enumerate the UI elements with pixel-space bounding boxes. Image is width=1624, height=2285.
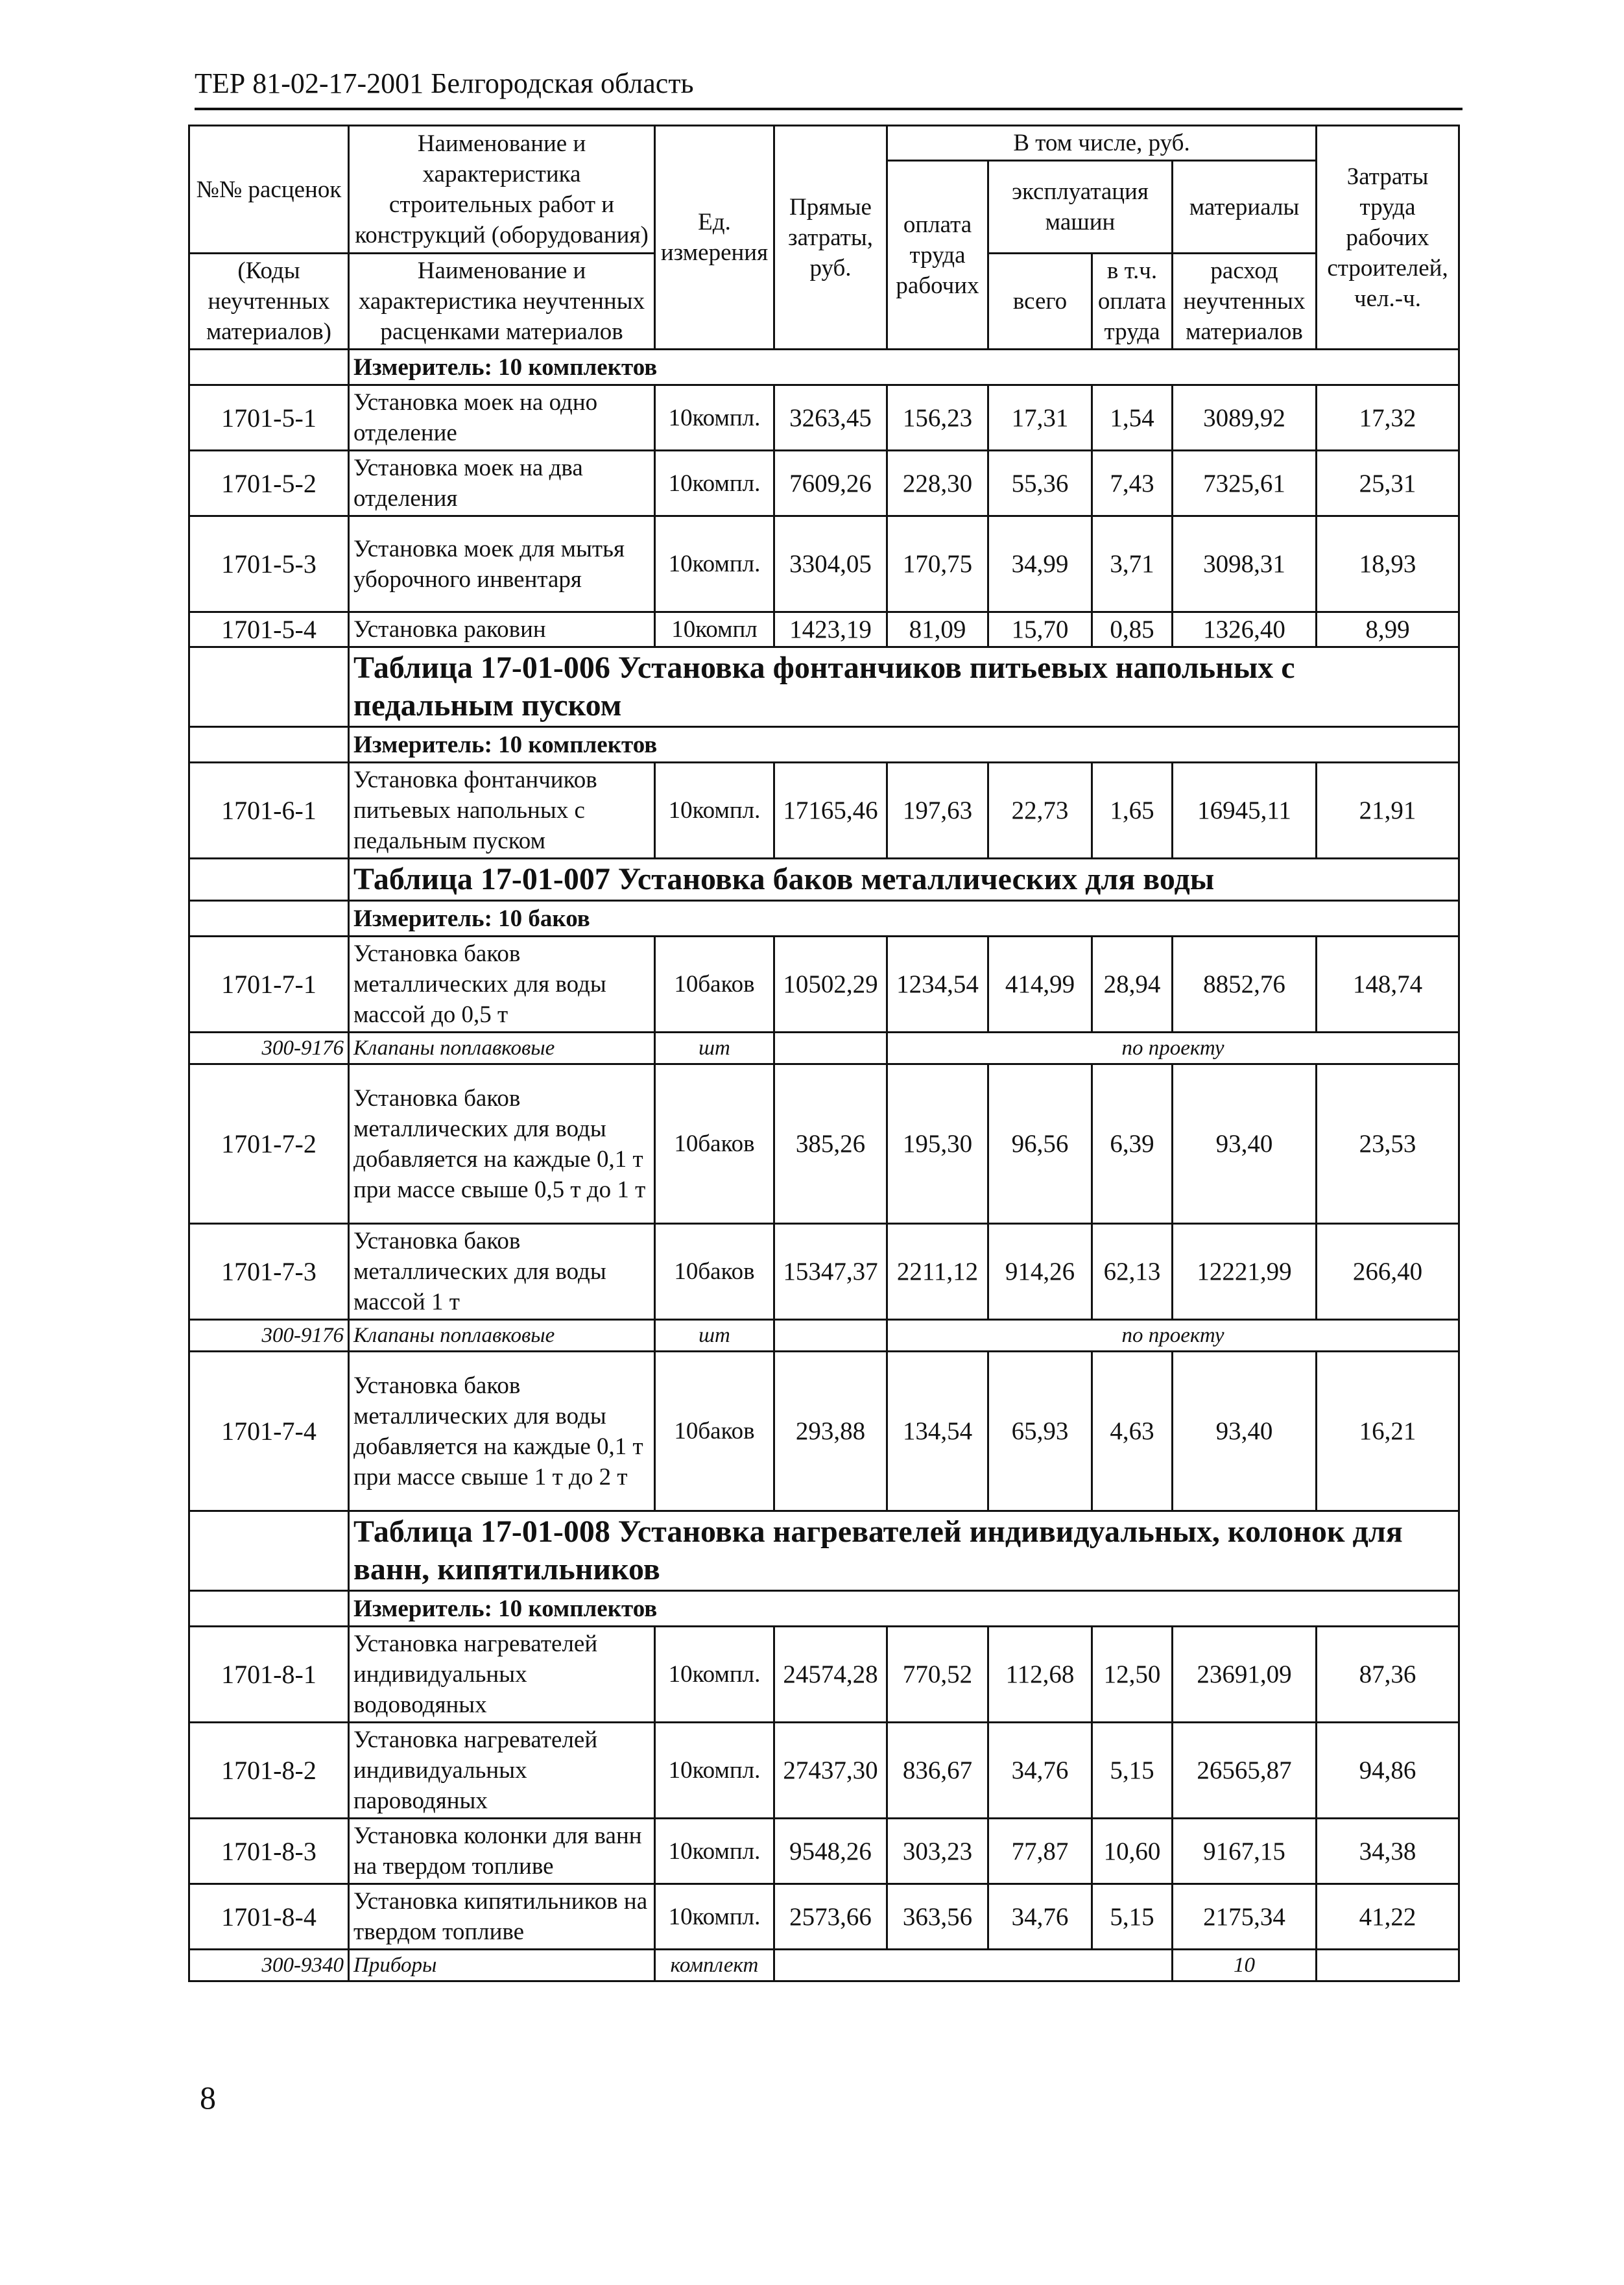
header-row-1: [189, 126, 1459, 161]
table-cell: 1701-8-2: [189, 1723, 349, 1819]
table-cell: комплект: [655, 1950, 774, 1981]
table-cell: шт: [655, 1033, 774, 1064]
table-row: [189, 1064, 1459, 1224]
table-cell: 134,54: [887, 1352, 988, 1511]
table-cell: 8852,76: [1173, 937, 1317, 1033]
table-cell: 8,99: [1317, 612, 1459, 647]
table-cell: Клапаны поплавковые: [349, 1320, 655, 1352]
table-row: [189, 937, 1459, 1033]
table-cell: 112,68: [988, 1627, 1092, 1723]
table-cell: 0,85: [1092, 612, 1173, 647]
table-cell: 16,21: [1317, 1352, 1459, 1511]
table-cell: 77,87: [988, 1819, 1092, 1884]
table-cell: Измеритель: 10 баков: [349, 901, 1459, 937]
table-cell: 1,65: [1092, 763, 1173, 859]
table-row: [189, 516, 1459, 612]
table-title-row: [189, 647, 1459, 727]
table-cell: 16945,11: [1173, 763, 1317, 859]
table-cell: 10компл.: [655, 385, 774, 451]
table-cell: 836,67: [887, 1723, 988, 1819]
table-cell: 27437,30: [774, 1723, 887, 1819]
table-cell: Измеритель: 10 комплектов: [349, 727, 1459, 763]
table-cell: 34,76: [988, 1884, 1092, 1950]
table-cell: 1234,54: [887, 937, 988, 1033]
table-cell: Установка нагревателей индивидуальных пароводяных: [349, 1723, 655, 1819]
table-cell: 10баков: [655, 1064, 774, 1224]
table-cell: 300-9176: [189, 1320, 349, 1352]
table-cell: 1701-5-2: [189, 451, 349, 516]
table-cell: 5,15: [1092, 1723, 1173, 1819]
col-head-pay: оплата труда рабочих: [887, 161, 988, 350]
table-cell: 1701-7-1: [189, 937, 349, 1033]
table-row: [189, 1723, 1459, 1819]
table-cell: 3304,05: [774, 516, 887, 612]
table-cell: 266,40: [1317, 1224, 1459, 1320]
table-cell: 93,40: [1173, 1064, 1317, 1224]
material-row: [189, 1033, 1459, 1064]
table-cell: 9167,15: [1173, 1819, 1317, 1884]
table-cell: [189, 727, 349, 763]
col-head-name: Наименование и характеристика строительных работ и конструкций (оборудования): [349, 126, 655, 254]
table-cell: 15347,37: [774, 1224, 887, 1320]
table-row: [189, 451, 1459, 516]
table-cell: 65,93: [988, 1352, 1092, 1511]
table-cell: 18,93: [1317, 516, 1459, 612]
table-cell: 34,76: [988, 1723, 1092, 1819]
table-cell: 10компл: [655, 612, 774, 647]
table-cell: 6,39: [1092, 1064, 1173, 1224]
table-cell: [189, 859, 349, 901]
table-cell: 4,63: [1092, 1352, 1173, 1511]
table-cell: 197,63: [887, 763, 988, 859]
table-title: Таблица 17-01-008 Установка нагревателей индивидуальных, колонок для ванн, кипятильников: [349, 1511, 1459, 1591]
col-head-incl-pay: в т.ч. оплата труда: [1092, 254, 1173, 350]
table-cell: 55,36: [988, 451, 1092, 516]
table-cell: 1701-8-1: [189, 1627, 349, 1723]
table-cell: 12221,99: [1173, 1224, 1317, 1320]
table-cell: 385,26: [774, 1064, 887, 1224]
table-cell: 23691,09: [1173, 1627, 1317, 1723]
table-cell: 96,56: [988, 1064, 1092, 1224]
table-cell: 12,50: [1092, 1627, 1173, 1723]
table-cell: [189, 1591, 349, 1627]
table-cell: 17,31: [988, 385, 1092, 451]
table-cell: 10баков: [655, 937, 774, 1033]
table-cell: Установка нагревателей индивидуальных водоводяных: [349, 1627, 655, 1723]
table-cell: 17165,46: [774, 763, 887, 859]
table-cell: 1701-7-3: [189, 1224, 349, 1320]
table-title-row: [189, 1511, 1459, 1591]
table-row: [189, 1627, 1459, 1723]
measure-row: [189, 727, 1459, 763]
col-head-unit: Ед. измерения: [655, 126, 774, 350]
table-cell: Измеритель: 10 комплектов: [349, 1591, 1459, 1627]
table-cell: [189, 1511, 349, 1591]
table-cell: 7,43: [1092, 451, 1173, 516]
col-head-materials: материалы: [1173, 161, 1317, 254]
material-row: [189, 1950, 1459, 1981]
col-head-direct: Прямые затраты, руб.: [774, 126, 887, 350]
table-cell: Установка баков металлических для воды добавляется на каждые 0,1 т при массе свыше 1 т до 2 т: [349, 1352, 655, 1511]
table-cell: 2573,66: [774, 1884, 887, 1950]
table-cell: 1701-5-4: [189, 612, 349, 647]
table-cell: 23,53: [1317, 1064, 1459, 1224]
table-cell: по проекту: [887, 1033, 1459, 1064]
table-cell: 1701-6-1: [189, 763, 349, 859]
table-title-row: [189, 859, 1459, 901]
table-cell: [1317, 1950, 1459, 1981]
table-row: [189, 1884, 1459, 1950]
table-cell: 10: [1173, 1950, 1317, 1981]
table-cell: 34,99: [988, 516, 1092, 612]
measure-label: Измеритель: 10 комплектов: [349, 350, 1459, 385]
table-cell: 7609,26: [774, 451, 887, 516]
table-cell: 22,73: [988, 763, 1092, 859]
table-cell: 10компл.: [655, 451, 774, 516]
table-cell: 228,30: [887, 451, 988, 516]
table-cell: 87,36: [1317, 1627, 1459, 1723]
table-cell: [774, 1950, 1173, 1981]
table-cell: 195,30: [887, 1064, 988, 1224]
col-head-incl: В том числе, руб.: [887, 126, 1317, 161]
col-head-total: всего: [988, 254, 1092, 350]
table-cell: 24574,28: [774, 1627, 887, 1723]
table-cell: [189, 350, 349, 385]
table-cell: 1701-7-4: [189, 1352, 349, 1511]
col-head-labor: Затраты труда рабочих строителей, чел.-ч.: [1317, 126, 1459, 350]
table-cell: Установка моек на одно отделение: [349, 385, 655, 451]
table-cell: 770,52: [887, 1627, 988, 1723]
table-cell: 17,32: [1317, 385, 1459, 451]
table-cell: 1701-5-3: [189, 516, 349, 612]
table-cell: Установка баков металлических для воды массой 1 т: [349, 1224, 655, 1320]
table-cell: 15,70: [988, 612, 1092, 647]
table-cell: 293,88: [774, 1352, 887, 1511]
col-head-mat-usage: расход неучтенных материалов: [1173, 254, 1317, 350]
col-head-mat-code: (Коды неучтенных материалов): [189, 254, 349, 350]
table-cell: 5,15: [1092, 1884, 1173, 1950]
table-cell: 10компл.: [655, 1627, 774, 1723]
table-cell: Клапаны поплавковые: [349, 1033, 655, 1064]
table-cell: 1701-8-3: [189, 1819, 349, 1884]
table-cell: 10компл.: [655, 763, 774, 859]
table-cell: 1701-7-2: [189, 1064, 349, 1224]
table-cell: 81,09: [887, 612, 988, 647]
table-title: Таблица 17-01-007 Установка баков металлических для воды: [349, 859, 1459, 901]
header-rule: [195, 108, 1463, 110]
table-cell: 300-9340: [189, 1950, 349, 1981]
table-row: [189, 1819, 1459, 1884]
page-title: ТЕР 81-02-17-2001 Белгородская область: [195, 67, 694, 99]
table-cell: 26565,87: [1173, 1723, 1317, 1819]
table-cell: шт: [655, 1320, 774, 1352]
table-cell: Приборы: [349, 1950, 655, 1981]
table-row: [189, 612, 1459, 647]
table-cell: Установка раковин: [349, 612, 655, 647]
table-cell: 3,71: [1092, 516, 1173, 612]
table-title: Таблица 17-01-006 Установка фонтанчиков питьевых напольных с педальным пуском: [349, 647, 1459, 727]
table-cell: 170,75: [887, 516, 988, 612]
table-cell: 41,22: [1317, 1884, 1459, 1950]
table-row: [189, 385, 1459, 451]
table-cell: 363,56: [887, 1884, 988, 1950]
table-cell: 10компл.: [655, 516, 774, 612]
table-cell: 1701-5-1: [189, 385, 349, 451]
table-cell: Установка колонки для ванн на твердом топливе: [349, 1819, 655, 1884]
table-cell: 94,86: [1317, 1723, 1459, 1819]
table-cell: 21,91: [1317, 763, 1459, 859]
table-cell: [189, 901, 349, 937]
table-cell: по проекту: [887, 1320, 1459, 1352]
col-head-code: №№ расценок: [189, 126, 349, 254]
table-cell: 28,94: [1092, 937, 1173, 1033]
table-cell: 93,40: [1173, 1352, 1317, 1511]
col-head-machines: эксплуатация машин: [988, 161, 1173, 254]
table-cell: 7325,61: [1173, 451, 1317, 516]
table-cell: Установка моек на два отделения: [349, 451, 655, 516]
table-row: [189, 1352, 1459, 1511]
table-cell: 2211,12: [887, 1224, 988, 1320]
measure-row: [189, 350, 1459, 385]
table-row: [189, 763, 1459, 859]
table-cell: 25,31: [1317, 451, 1459, 516]
table-cell: 62,13: [1092, 1224, 1173, 1320]
table-cell: 10баков: [655, 1224, 774, 1320]
table-cell: 1423,19: [774, 612, 887, 647]
measure-row: [189, 901, 1459, 937]
table-cell: 156,23: [887, 385, 988, 451]
table-cell: 10компл.: [655, 1723, 774, 1819]
table-cell: 300-9176: [189, 1033, 349, 1064]
table-cell: 2175,34: [1173, 1884, 1317, 1950]
table-cell: 414,99: [988, 937, 1092, 1033]
table-cell: [189, 647, 349, 727]
table-cell: 1,54: [1092, 385, 1173, 451]
table-cell: 10502,29: [774, 937, 887, 1033]
table-cell: 34,38: [1317, 1819, 1459, 1884]
table-cell: 1326,40: [1173, 612, 1317, 647]
material-row: [189, 1320, 1459, 1352]
price-table: [188, 125, 1460, 1982]
table-cell: 10,60: [1092, 1819, 1173, 1884]
table-cell: 10компл.: [655, 1819, 774, 1884]
table-cell: Установка моек для мытья уборочного инвентаря: [349, 516, 655, 612]
table-cell: 303,23: [887, 1819, 988, 1884]
table-cell: 3089,92: [1173, 385, 1317, 451]
table-cell: 3263,45: [774, 385, 887, 451]
table-cell: 3098,31: [1173, 516, 1317, 612]
table-cell: 148,74: [1317, 937, 1459, 1033]
table-cell: 10компл.: [655, 1884, 774, 1950]
table-cell: Установка фонтанчиков питьевых напольных с педальным пуском: [349, 763, 655, 859]
table-cell: [774, 1320, 887, 1352]
page-number: 8: [200, 2079, 216, 2116]
table-cell: [774, 1033, 887, 1064]
table-cell: Установка кипятильников на твердом топливе: [349, 1884, 655, 1950]
table-cell: Установка баков металлических для воды массой до 0,5 т: [349, 937, 655, 1033]
table-row: [189, 1224, 1459, 1320]
col-head-mat-name: Наименование и характеристика неучтенных расценками материалов: [349, 254, 655, 350]
table-cell: 10баков: [655, 1352, 774, 1511]
table-cell: 1701-8-4: [189, 1884, 349, 1950]
table-cell: 9548,26: [774, 1819, 887, 1884]
table-cell: 914,26: [988, 1224, 1092, 1320]
table-cell: Установка баков металлических для воды добавляется на каждые 0,1 т при массе свыше 0,5 т до 1 т: [349, 1064, 655, 1224]
measure-row: [189, 1591, 1459, 1627]
